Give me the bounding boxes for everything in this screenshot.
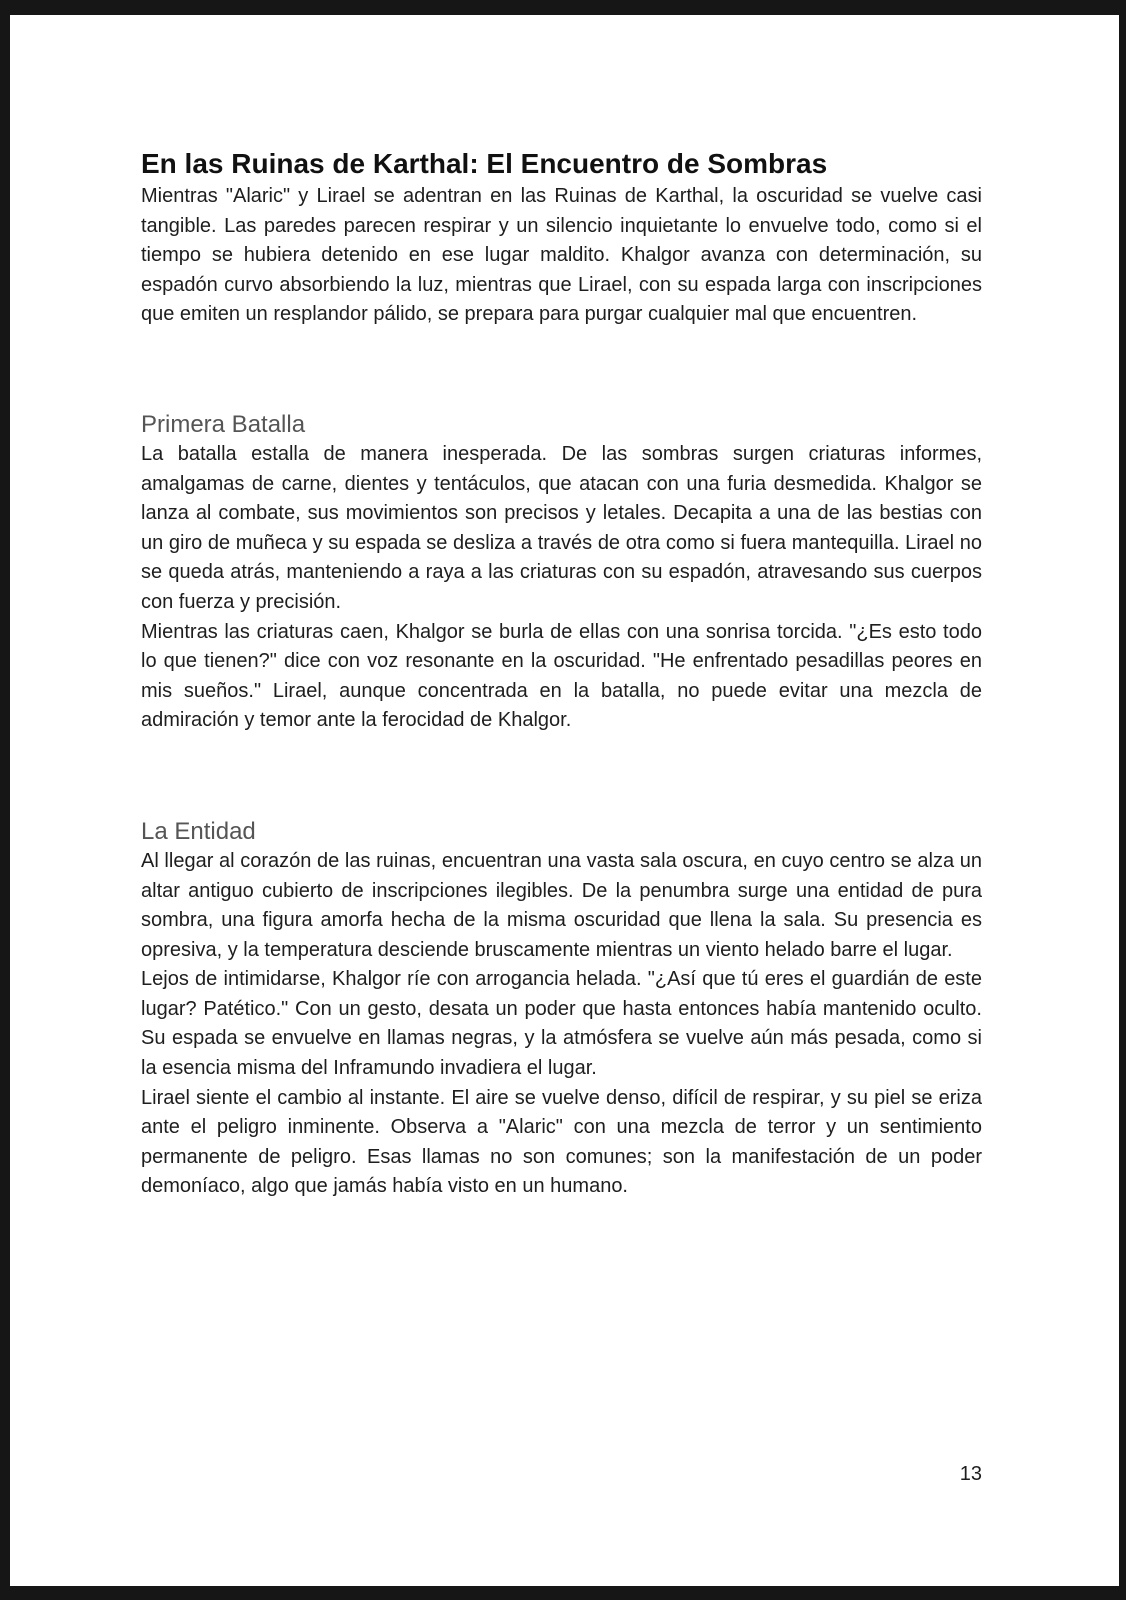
section-paragraph: La batalla estalla de manera inesperada. De las sombras surgen criaturas informes, amalgamas de carne, dientes y tentáculos, que atacan con una furia desmedida. Khalgor se lanza al combate, sus movimientos son precisos y letales. Decapita a una de las bestias con un giro de muñeca y su espada se desliza a través de otra como si fuera mantequilla. Lirael no se queda atrás, manteniendo a raya a las criaturas con su espadón, atravesando sus cuerpos con fuerza y precisión. [141, 442, 982, 613]
section-heading-la-entidad: La Entidad [141, 817, 256, 845]
section-paragraph: Lejos de intimidarse, Khalgor ríe con arrogancia helada. "¿Así que tú eres el guardián de este lugar? Patético." Con un gesto, desata un poder que hasta entonces había mantenido oculto. Su espada se envuelve en llamas negras, y la atmósfera se vuelve aún más pesada, como si la esencia misma del Inframundo invadiera el lugar. [141, 968, 982, 1080]
section-paragraph: Lirael siente el cambio al instante. El aire se vuelve denso, difícil de respirar, y su piel se eriza ante el peligro inminente. Observa a "Alaric" con una mezcla de terror y un sentimiento permanente de peligro. Esas llamas no son comunes; son la manifestación de un poder demoníaco, algo que jamás había visto en un humano. [141, 1086, 982, 1198]
document-page [10, 15, 1119, 1586]
page-number: 13 [959, 1463, 982, 1485]
page-content [141, 146, 982, 1202]
intro-paragraph: Mientras "Alaric" y Lirael se adentran en las Ruinas de Karthal, la oscuridad se vuelve casi tangible. Las paredes parecen respirar y un silencio inquietante lo envuelve todo, como si el tiempo se hubiera detenido en ese lugar maldito. Khalgor avanza con determinación, su espadón curvo absorbiendo la luz, mientras que Lirael, con su espada larga con inscripciones que emiten un resplandor pálido, se prepara para purgar cualquier mal que encuentren. [141, 185, 982, 326]
section-paragraph: Al llegar al corazón de las ruinas, encuentran una vasta sala oscura, en cuyo centro se alza un altar antiguo cubierto de inscripciones ilegibles. De la penumbra surge una entidad de pura sombra, una figura amorfa hecha de la misma oscuridad que llena la sala. Su presencia es opresiva, y la temperatura desciende bruscamente mientras un viento helado barre el lugar. [141, 849, 982, 961]
section-paragraph: Mientras las criaturas caen, Khalgor se burla de ellas con una sonrisa torcida. "¿Es esto todo lo que tienen?" dice con voz resonante en la oscuridad. "He enfrentado pesadillas peores en mis sueños." Lirael, aunque concentrada en la batalla, no puede evitar una mezcla de admiración y temor ante la ferocidad de Khalgor. [141, 620, 982, 732]
chapter-title: En las Ruinas de Karthal: El Encuentro de Sombras [141, 148, 828, 179]
section-heading-primera-batalla: Primera Batalla [141, 410, 306, 438]
